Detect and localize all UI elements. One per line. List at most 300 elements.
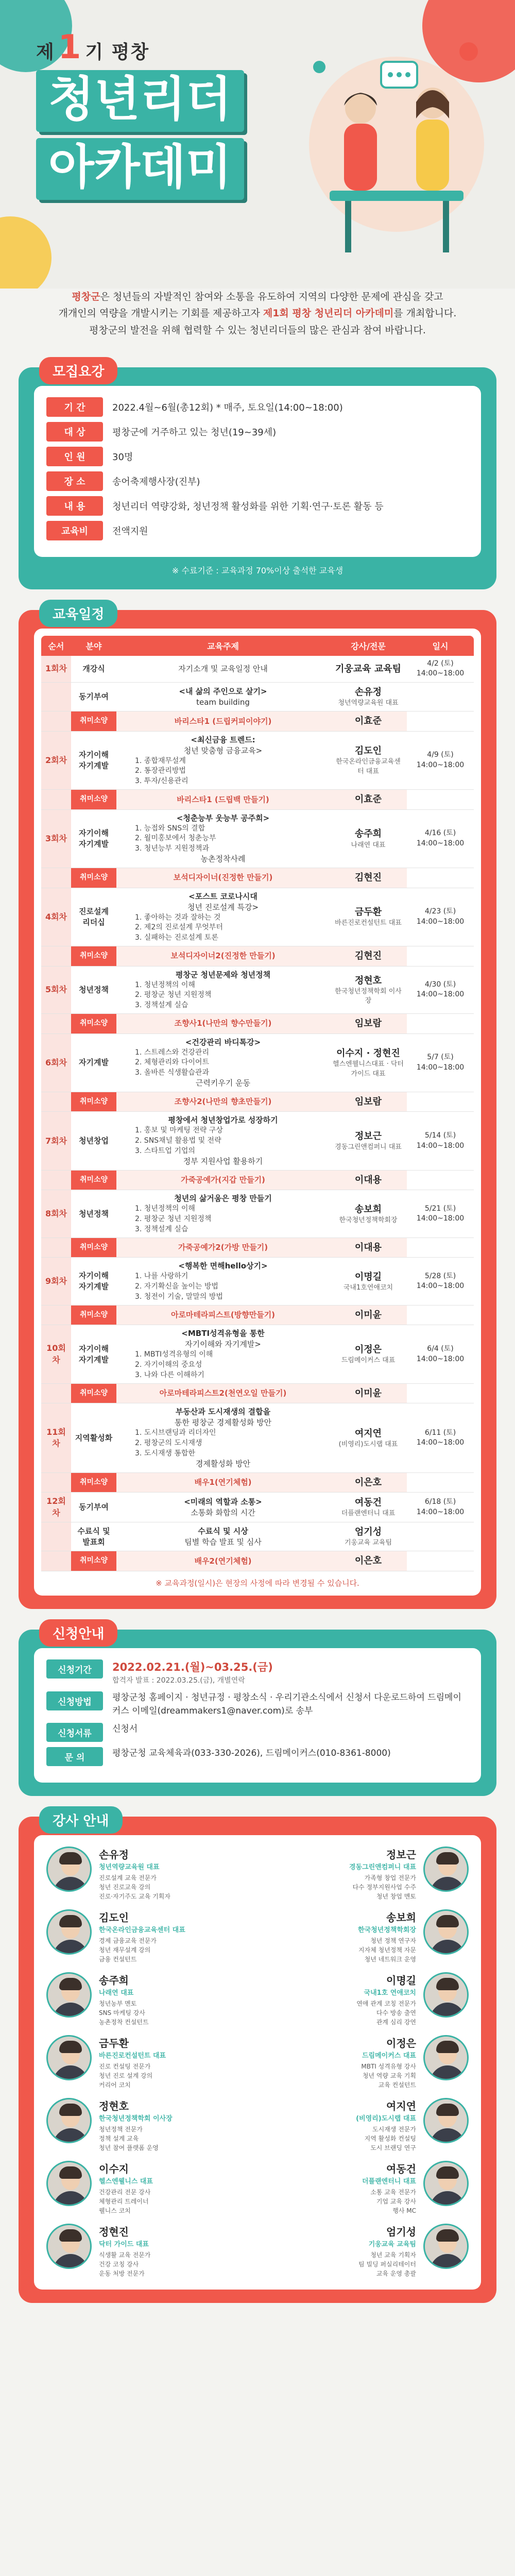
lecturer-info	[99, 1909, 185, 1964]
apply-row	[46, 1691, 469, 1718]
topic-line: 2. 자기확신을 높이는 방법	[135, 1282, 218, 1291]
lecturer-org: 경동그린앤컴퍼니 대표	[349, 1863, 416, 1872]
topic-cell	[116, 946, 330, 966]
lecturer-org: 경동그린앤컴퍼니 대표	[335, 1143, 402, 1151]
lecturer-org: 한국온라인금융교육센터 대표	[336, 758, 401, 775]
career-item: 연애 관계 코칭 전문가	[356, 2000, 416, 2008]
table-row	[41, 656, 474, 683]
session-cell: 2회차	[41, 732, 71, 790]
schedule-header-cell: 강사/전문	[330, 636, 407, 656]
topic-line: 농촌정착사례	[200, 854, 246, 864]
career-item: 식생활 교육 전문가	[99, 2251, 151, 2259]
table-row	[41, 1171, 474, 1190]
session-cell	[41, 1551, 71, 1571]
lecturer-career-list	[99, 1999, 149, 2027]
lecturer-name: 이효준	[354, 716, 382, 727]
career-item: 체형관리 트레이너	[99, 2198, 149, 2206]
table-row	[41, 868, 474, 888]
date-cell	[407, 1092, 474, 1112]
lecturer-career-list	[99, 2188, 153, 2215]
lecturer-name: 이미윤	[354, 1388, 382, 1399]
topic-cell	[116, 683, 330, 711]
lecturer-cell	[330, 946, 407, 966]
lecturer-career-list	[99, 1936, 185, 1964]
date-cell: 5/21 (토) 14:00~18:00	[407, 1190, 474, 1238]
lecturer-name: 김현진	[354, 951, 382, 962]
career-item: 커리어 코치	[99, 2081, 131, 2089]
topic-cell	[116, 1551, 330, 1571]
topic-line: 2. 평창군의 도시재생	[135, 1438, 202, 1447]
lecturer-section	[19, 1814, 496, 2303]
topic-line: 3. 나와 다른 이해하기	[135, 1370, 204, 1379]
recruit-label: 내 용	[46, 496, 103, 516]
career-item: 진로 컨설팅 전문가	[99, 2063, 151, 2071]
date-cell	[407, 1171, 474, 1190]
career-item: 소통 교육 전문가	[370, 2189, 416, 2196]
schedule-title: 교육일정	[39, 600, 117, 627]
date-cell	[407, 1551, 474, 1571]
topic-line: 2. 제2의 진로설계 무엇부터	[135, 923, 223, 932]
field-cell: 동기부여	[71, 1493, 116, 1522]
lecturer-name: 송주희	[99, 1974, 129, 1987]
topic-cell	[116, 790, 330, 809]
topic-cell	[116, 1258, 330, 1306]
lecturer-org: 헬스엔웰니스 대표	[99, 2178, 153, 2186]
lecturer-card	[263, 2035, 469, 2090]
apply-label: 문 의	[46, 1747, 103, 1766]
lecturer-org: 닥터 가이드 대표	[99, 2241, 149, 2249]
session-cell	[41, 1522, 71, 1551]
lecturer-cell	[330, 1190, 407, 1238]
date-cell: 4/2 (토) 14:00~18:00	[407, 656, 474, 683]
hero-section	[0, 0, 515, 289]
lecturer-org: 바른진로컨설턴트 대표	[335, 919, 402, 927]
recruit-label: 교육비	[46, 521, 103, 540]
topic-cell	[116, 1522, 330, 1551]
apply-title: 신청안내	[39, 1619, 117, 1647]
schedule-section	[19, 606, 496, 1609]
lecturer-card	[263, 2224, 469, 2278]
edition-label: 제 1 기 평창	[36, 28, 150, 66]
schedule-note: ※ 교육과정(일시)은 현장의 사정에 따라 변경될 수 있습니다.	[156, 1578, 359, 1588]
lecturer-org: 한국온라인금융교육센터 대표	[99, 1926, 185, 1935]
lecturer-org: (비영리)도시랩 대표	[356, 2115, 416, 2123]
topic-cell	[116, 1034, 330, 1093]
topic-line: <내 삶의 주인으로 살기>	[179, 686, 267, 696]
lecturer-cell	[330, 1522, 407, 1551]
field-cell: 취미소양	[71, 711, 116, 731]
table-row	[41, 810, 474, 869]
avatar	[423, 2161, 469, 2206]
date-cell: 6/18 (토) 14:00~18:00	[407, 1493, 474, 1522]
field-cell: 개강식	[71, 656, 116, 683]
topic-line: 바리스타1 (드립커피이야기)	[174, 716, 272, 726]
date-cell	[407, 1014, 474, 1033]
topic-line: 소통화 화합의 시간	[191, 1507, 255, 1517]
session-cell: 11회차	[41, 1403, 71, 1473]
session-cell	[41, 1238, 71, 1258]
lecturer-cell	[330, 810, 407, 869]
topic-line: 3. 도시재생 통합한	[135, 1449, 195, 1458]
lecturer-info	[361, 2035, 416, 2090]
date-cell: 6/11 (토) 14:00~18:00	[407, 1403, 474, 1473]
intro-text: 평창군은 청년들의 자발적인 참여와 소통을 유도하여 지역의 다양한 문제에 관심을 갖고 개개인의 역량을 개발시키는 기회를 제공하고자 제1회 평창 청년리더 아카데미를 개최합니다. 평창군의 발전을 위해 협력할 수 있는 청년리더들의 많은 관심과 참여 바랍니다.	[0, 289, 515, 354]
recruit-label: 대 상	[46, 422, 103, 442]
apply-label: 신청방법	[46, 1691, 103, 1710]
topic-line: 1. 능접와 SNS의 결합	[135, 824, 205, 833]
topic-cell	[116, 868, 330, 888]
lecturer-name: 정현진	[99, 2226, 129, 2239]
session-cell: 6회차	[41, 1034, 71, 1093]
career-item: 청년 교육 기획자	[370, 2251, 416, 2259]
recruit-value: 송어축제행사장(진부)	[112, 476, 200, 487]
career-item: 진로·자기주도 교육 기획자	[99, 1893, 170, 1901]
lecturer-info	[99, 2224, 150, 2278]
session-cell	[41, 1171, 71, 1190]
avatar	[46, 2098, 92, 2143]
lecturer-name: 이정은	[386, 2037, 416, 2050]
topic-line: 청년의 삶거움은 평창 만들기	[174, 1194, 272, 1204]
lecturer-card	[46, 2224, 252, 2278]
recruit-label: 장 소	[46, 471, 103, 491]
lecturer-cell	[330, 1306, 407, 1325]
lecturer-career-list	[356, 2125, 416, 2153]
avatar	[46, 1972, 92, 2018]
apply-value	[112, 1691, 469, 1718]
lecturer-info	[99, 2035, 166, 2090]
date-cell	[407, 1384, 474, 1403]
apply-value-sub: 합격자 발표 : 2022.03.25.(금), 개별연락	[112, 1676, 245, 1685]
topic-line: <MBTI성격유형을 통한	[181, 1329, 265, 1338]
lecturer-cell	[330, 1092, 407, 1112]
topic-line: 아로마테라피스트2(천연오일 만들기)	[159, 1388, 287, 1398]
lecturer-name: 이수지 · 정현진	[336, 1048, 400, 1059]
lecturer-cell	[330, 711, 407, 731]
apply-value-main: 신청서	[112, 1724, 138, 1735]
lecturer-card	[263, 1972, 469, 2027]
avatar	[423, 1909, 469, 1955]
topic-cell	[116, 1171, 330, 1190]
date-cell: 5/14 (토) 14:00~18:00	[407, 1112, 474, 1171]
lecturer-card	[46, 2098, 252, 2153]
field-cell: 취미소양	[71, 1551, 116, 1571]
topic-line: 1. MBTI성격유형의 이해	[135, 1350, 213, 1359]
topic-line: 3. 올바른 식생활습관과	[135, 1068, 209, 1077]
topic-line: 자기이해와 자기계발>	[185, 1340, 261, 1349]
lecturer-org: 바른진로컨설턴트 대표	[99, 2052, 166, 2060]
field-cell: 취미소양	[71, 1384, 116, 1403]
topic-line: 2. SNS채널 활용법 및 전략	[135, 1137, 221, 1145]
schedule-table	[41, 636, 474, 1571]
topic-cell	[116, 1325, 330, 1384]
field-cell: 취미소양	[71, 790, 116, 809]
career-item: 웰니스 코치	[99, 2207, 131, 2215]
table-row	[41, 1112, 474, 1171]
session-cell: 9회차	[41, 1258, 71, 1306]
lecturer-career-list	[358, 1936, 416, 1964]
topic-cell	[116, 1112, 330, 1171]
topic-line: 자기소개 및 교육일정 안내	[178, 664, 268, 673]
avatar	[46, 1909, 92, 1955]
lecturer-career-list	[358, 2250, 416, 2278]
lecturer-card	[263, 2161, 469, 2215]
session-cell	[41, 683, 71, 711]
apply-value-main: 평창군청 교육체육과(033-330-2026), 드림메이커스(010-8361-8000)	[112, 1748, 391, 1759]
lecturer-career-list	[99, 2062, 166, 2090]
session-cell	[41, 1473, 71, 1493]
field-cell: 진로설계 리더십	[71, 888, 116, 947]
topic-line: <건강관리 바디톡강>	[185, 1037, 261, 1047]
apply-section	[19, 1626, 496, 1797]
lecturer-info	[356, 2098, 416, 2153]
recruit-body	[34, 386, 481, 557]
lecturer-name: 이은호	[354, 1477, 382, 1488]
lecturer-cell	[330, 1325, 407, 1384]
topic-line: 1. 홍보 및 마케팅 전략 구상	[135, 1126, 223, 1135]
table-row	[41, 946, 474, 966]
lecturer-name: 기웅교육 교육팀	[335, 663, 401, 674]
topic-line: 2. 체형관리와 다이어트	[135, 1058, 209, 1067]
topic-cell	[116, 1190, 330, 1238]
recruit-row	[46, 496, 469, 516]
recruit-value: 전액지원	[112, 526, 148, 537]
lecturer-org: 한국청년정책학회 이사장	[335, 987, 402, 1005]
table-row	[41, 1473, 474, 1493]
field-cell: 청년정책	[71, 1190, 116, 1238]
career-item: 정책 설계 교육	[99, 2135, 139, 2143]
lecturer-name: 이대용	[354, 1175, 382, 1186]
lecturer-org: 한국청년정책학회장	[357, 1926, 416, 1935]
career-item: 건강관리 전문 강사	[99, 2189, 151, 2196]
recruit-value: 2022.4월~6월(총12회) * 매주, 토요일(14:00~18:00)	[112, 402, 343, 413]
career-item: 진로설계 교육 전문가	[99, 1874, 157, 1882]
lecturer-org: 국내1호 연애코치	[364, 1989, 416, 1997]
topic-cell	[116, 967, 330, 1014]
schedule-header-row	[41, 636, 474, 656]
lecturer-career-list	[349, 1873, 416, 1901]
career-item: 교육 운영 총괄	[376, 2270, 416, 2278]
lecturer-name: 엄기성	[354, 1527, 382, 1538]
lecturer-info	[99, 2161, 153, 2215]
field-cell: 자기계발	[71, 1034, 116, 1093]
schedule-header-cell: 교육주제	[116, 636, 330, 656]
topic-line: 3. 투자/신용관리	[135, 776, 188, 785]
field-cell: 자기이해 자기계발	[71, 1325, 116, 1384]
lecturer-cell	[330, 1473, 407, 1493]
session-cell	[41, 1092, 71, 1112]
career-item: 관계 심리 강연	[376, 2019, 416, 2026]
topic-line: 1. 도시브랜딩과 리더자인	[135, 1429, 216, 1437]
hero-title	[36, 28, 324, 206]
lecturer-org: 나래연 대표	[351, 841, 386, 849]
session-cell	[41, 868, 71, 888]
date-cell: 5/7 (토) 14:00~18:00	[407, 1034, 474, 1093]
session-cell	[41, 1384, 71, 1403]
lecturer-name: 정보근	[354, 1131, 382, 1142]
date-cell: 4/23 (토) 14:00~18:00	[407, 888, 474, 947]
topic-line: 통한 평창군 경제활성화 방안	[174, 1418, 272, 1428]
lecturer-cell	[330, 1112, 407, 1171]
apply-row	[46, 1659, 469, 1687]
topic-line: 평창군 청년문제와 청년정책	[175, 970, 271, 979]
lecturer-card	[46, 2161, 252, 2215]
career-item: 운동 처방 전문가	[99, 2270, 145, 2278]
lecturer-info	[349, 1846, 416, 1901]
career-item: 도시 브랜딩 연구	[370, 2144, 416, 2152]
topic-line: <최신금융 트렌드:	[191, 735, 255, 744]
lecturer-card	[263, 1846, 469, 1901]
recruit-row	[46, 397, 469, 417]
session-cell	[41, 711, 71, 731]
recruit-value: 30명	[112, 451, 133, 463]
topic-line: 3. 실패하는 진로설계 토론	[135, 933, 218, 942]
date-cell: 4/16 (토) 14:00~18:00	[407, 810, 474, 869]
lecturer-card	[46, 1846, 252, 1901]
lecturer-org: 기웅교육 교육팀	[368, 2241, 416, 2249]
table-row	[41, 888, 474, 947]
topic-line: 보석디자이너2(진정한 만들기)	[170, 951, 276, 961]
topic-cell	[116, 1403, 330, 1473]
session-cell	[41, 790, 71, 809]
apply-value	[112, 1659, 273, 1687]
topic-line: 3. 정책설계 실습	[135, 1001, 188, 1009]
career-item: 청년 창업 멘토	[376, 1893, 416, 1901]
table-row	[41, 1493, 474, 1522]
recruit-row	[46, 521, 469, 540]
career-item: SNS 마케팅 강사	[99, 2009, 145, 2017]
field-cell: 자기이해 자기계발	[71, 732, 116, 790]
career-item: MBTI 성격유형 강사	[361, 2063, 416, 2071]
career-item: 금융 컨설턴트	[99, 1956, 137, 1963]
lecturer-cell	[330, 888, 407, 947]
lecturer-name: 손유정	[99, 1849, 129, 1861]
lecturer-name: 정현호	[354, 975, 382, 986]
lecturer-cell	[330, 1551, 407, 1571]
topic-line: 1. 청년정책의 이해	[135, 980, 195, 989]
topic-cell	[116, 1384, 330, 1403]
date-cell	[407, 790, 474, 809]
avatar	[46, 1846, 92, 1892]
topic-line: 보석디자이너(진정한 만들기)	[173, 873, 273, 883]
field-cell: 지역활성화	[71, 1403, 116, 1473]
lecturer-career-list	[362, 2188, 416, 2215]
table-row	[41, 1551, 474, 1571]
topic-line: 1. 스트레스와 건강관리	[135, 1048, 209, 1057]
lecturer-name: 김현진	[354, 872, 382, 884]
lecturer-body	[34, 1835, 481, 2290]
topic-cell	[116, 732, 330, 790]
lecturer-name: 이효준	[354, 794, 382, 805]
topic-cell	[116, 1238, 330, 1258]
lecturer-cell	[330, 1493, 407, 1522]
date-cell: 5/28 (토) 14:00~18:00	[407, 1258, 474, 1306]
lecturer-info	[99, 1846, 170, 1901]
lecturer-name: 여지연	[354, 1428, 382, 1439]
date-cell: 4/30 (토) 14:00~18:00	[407, 967, 474, 1014]
career-item: 청년정책 전문가	[99, 2126, 143, 2133]
topic-line: 평창에서 청년창업가로 성장하기	[168, 1115, 278, 1125]
session-cell: 10회차	[41, 1325, 71, 1384]
table-row	[41, 683, 474, 711]
table-row	[41, 711, 474, 731]
field-cell: 동기부여	[71, 683, 116, 711]
lecturer-org: (비영리)도시랩 대표	[338, 1440, 398, 1448]
topic-line: 배우1(연기체험)	[194, 1478, 252, 1487]
lecturer-org: 더플랜엔터니 대표	[341, 1510, 396, 1518]
lecturer-name: 여지연	[386, 2100, 416, 2113]
topic-line: 2. 월미홍보에서 청춘능부	[135, 834, 216, 843]
lecturer-org: 드림메이커스 대표	[362, 2052, 416, 2060]
recruit-label: 인 원	[46, 447, 103, 466]
topic-line: 3. 스타트업 기업의	[135, 1146, 195, 1155]
career-item: 농촌정착 컨설턴트	[99, 2019, 149, 2026]
topic-line: 수료식 및 시상	[198, 1526, 248, 1536]
table-row	[41, 1190, 474, 1238]
session-cell: 8회차	[41, 1190, 71, 1238]
session-cell: 3회차	[41, 810, 71, 869]
topic-line: 조향사1(나만의 향수만들기)	[174, 1019, 272, 1028]
table-row	[41, 967, 474, 1014]
lecturer-cell	[330, 790, 407, 809]
career-item: 가족형 창업 전문가	[364, 1874, 416, 1882]
table-row	[41, 1034, 474, 1093]
lecturer-name: 금두환	[99, 2037, 129, 2050]
intro-org: 평창군	[72, 291, 100, 302]
lecturer-name: 이대용	[354, 1242, 382, 1253]
lecturer-career-list	[361, 2062, 416, 2090]
main-title	[36, 70, 324, 206]
topic-cell	[116, 711, 330, 731]
apply-value-main: 평창군청 홈페이지 · 청년규정 · 평창소식 · 우리기관소식에서 신청서 다운로드하여 드림메이커스 이메일(dreammakers1@naver.com)로 송부	[112, 1692, 461, 1716]
apply-row	[46, 1747, 469, 1766]
lecturer-name: 이미윤	[354, 1310, 382, 1321]
lecturer-card	[263, 2098, 469, 2153]
date-cell	[407, 946, 474, 966]
avatar	[46, 2035, 92, 2080]
lecturer-org: 기웅교육 교육팀	[344, 1539, 392, 1547]
apply-value	[112, 1747, 391, 1760]
lecturer-title: 강사 안내	[39, 1806, 123, 1834]
avatar	[423, 2035, 469, 2080]
recruit-note: ※ 수료기준 : 교육과정 70%이상 출석한 교육생	[171, 565, 344, 575]
avatar	[423, 1972, 469, 2018]
avatar	[46, 2161, 92, 2206]
lecturer-org: 국내1호연애코치	[343, 1283, 393, 1292]
lecturer-card	[46, 2035, 252, 2090]
topic-line: 1. 청년정책의 이해	[135, 1205, 195, 1213]
schedule-body	[34, 629, 481, 1596]
recruit-row	[46, 447, 469, 466]
topic-cell	[116, 1092, 330, 1112]
recruit-row	[46, 422, 469, 442]
avatar	[423, 1846, 469, 1892]
schedule-header-cell: 분야	[71, 636, 116, 656]
topic-line: 배우2(연기체험)	[194, 1556, 252, 1566]
field-cell: 취미소양	[71, 868, 116, 888]
career-item: 행사 MC	[392, 2207, 416, 2215]
session-cell: 1회차	[41, 656, 71, 683]
date-cell	[407, 1473, 474, 1493]
lecturer-info	[358, 2224, 416, 2278]
session-cell: 5회차	[41, 967, 71, 1014]
field-cell: 취미소양	[71, 946, 116, 966]
avatar	[423, 2098, 469, 2143]
date-cell: 6/4 (토) 14:00~18:00	[407, 1325, 474, 1384]
lecturer-cell	[330, 683, 407, 711]
topic-line: <청춘능부 웃능부 공주희>	[176, 813, 270, 823]
lecturer-cell	[330, 868, 407, 888]
lecturer-org: 한국청년정책학회장	[339, 1216, 398, 1224]
